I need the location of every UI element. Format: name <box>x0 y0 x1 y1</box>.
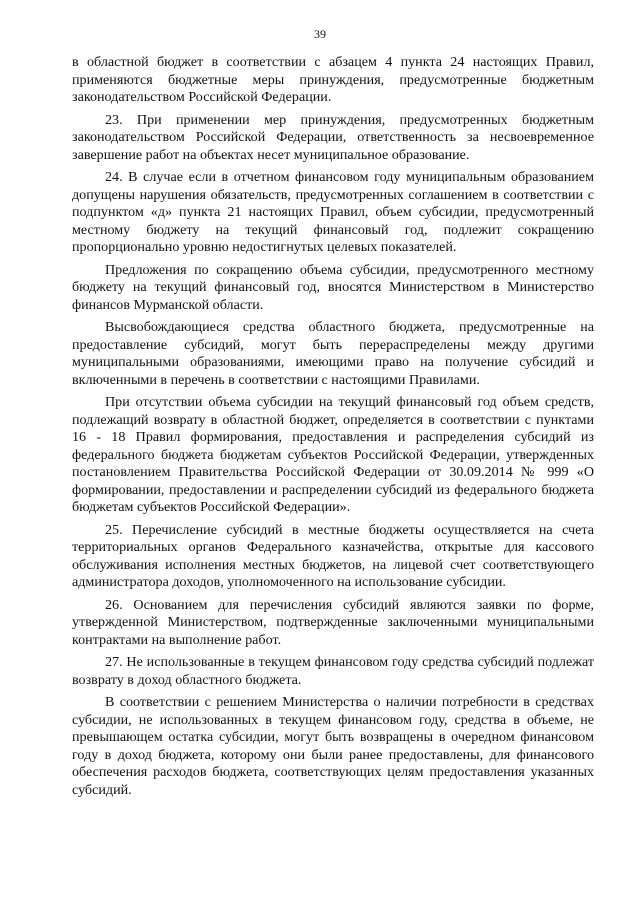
paragraph-reduction-proposals: Предложения по сокращению объема субсидии, предусмотренного местному бюджету на текущий финансовый год, вносятся Министерством в Министерство финансов Мурманской области. <box>72 261 594 313</box>
paragraph-item-27: 27. Не использованные в текущем финансовом году средства субсидий подлежат возврату в доход областного бюджета. <box>72 654 594 688</box>
document-body <box>72 54 594 804</box>
paragraph-continuation: в областной бюджет в соответствии с абзацем 4 пункта 24 настоящих Правил, применяются бюджетные меры принуждения, предусмотренные бюджетным законодательством Российской Федерации. <box>72 54 594 105</box>
paragraph-item-25: 25. Перечисление субсидий в местные бюджеты осуществляется на счета территориальных органов Федерального казначейства, открытые для кассового обслуживания исполнения местных бюджетов, на лицевой счет соответствующего администратора доходов, уполномоченного на использование субсидии. <box>72 521 594 590</box>
paragraph-redistribution: Высвобождающиеся средства областного бюджета, предусмотренные на предоставление субсидий, могут быть перераспределены между другими муниципальными образованиями, имеющими право на получение субсидий и включенными в перечень в соответствии с настоящими Правилами. <box>72 319 594 388</box>
paragraph-item-24: 24. В случае если в отчетном финансовом году муниципальным образованием допущены нарушения обязательств, предусмотренных соглашением в соответствии с подпунктом «д» пункта 21 настоящих Правил, объем субсидии, предусмотренный местному бюджету на текущий финансовый год, подлежит сокращению пропорционально уровню недостигнутых целевых показателей. <box>72 169 594 255</box>
paragraph-item-26: 26. Основанием для перечисления субсидий являются заявки по форме, утвержденной Министерством, подтвержденные заключенными муниципальными контрактами на выполнение работ. <box>72 596 594 648</box>
paragraph-ministry-decision: В соответствии с решением Министерства о наличии потребности в средствах субсидии, не использованных в текущем финансовом году, средства в объеме, не превышающем остатка субсидии, могут быть возвращены в очередном финансовом году в доход бюджета, которому они были ранее предоставлены, для финансового обеспечения расходов бюджета, соответствующих целям предоставления указанных субсидий. <box>72 694 594 798</box>
paragraph-return-volume: При отсутствии объема субсидии на текущий финансовый год объем средств, подлежащий возврату в областной бюджет, определяется в соответствии с пунктами 16 - 18 Правил формирования, предоставления и распределения субсидий из федерального бюджета бюджетам субъектов Российской Федерации, утвержденных постановлением Правительства Российской Федерации от 30.09.2014 № 999 «О формировании, предоставлении и распределении субсидий из федерального бюджета бюджетам субъектов Российской Федерации». <box>72 394 594 515</box>
paragraph-item-23: 23. При применении мер принуждения, предусмотренных бюджетным законодательством Российской Федерации, ответственность за несвоевременное завершение работ на объектах несет муниципальное образование. <box>72 111 594 163</box>
page-number: 39 <box>314 27 326 41</box>
